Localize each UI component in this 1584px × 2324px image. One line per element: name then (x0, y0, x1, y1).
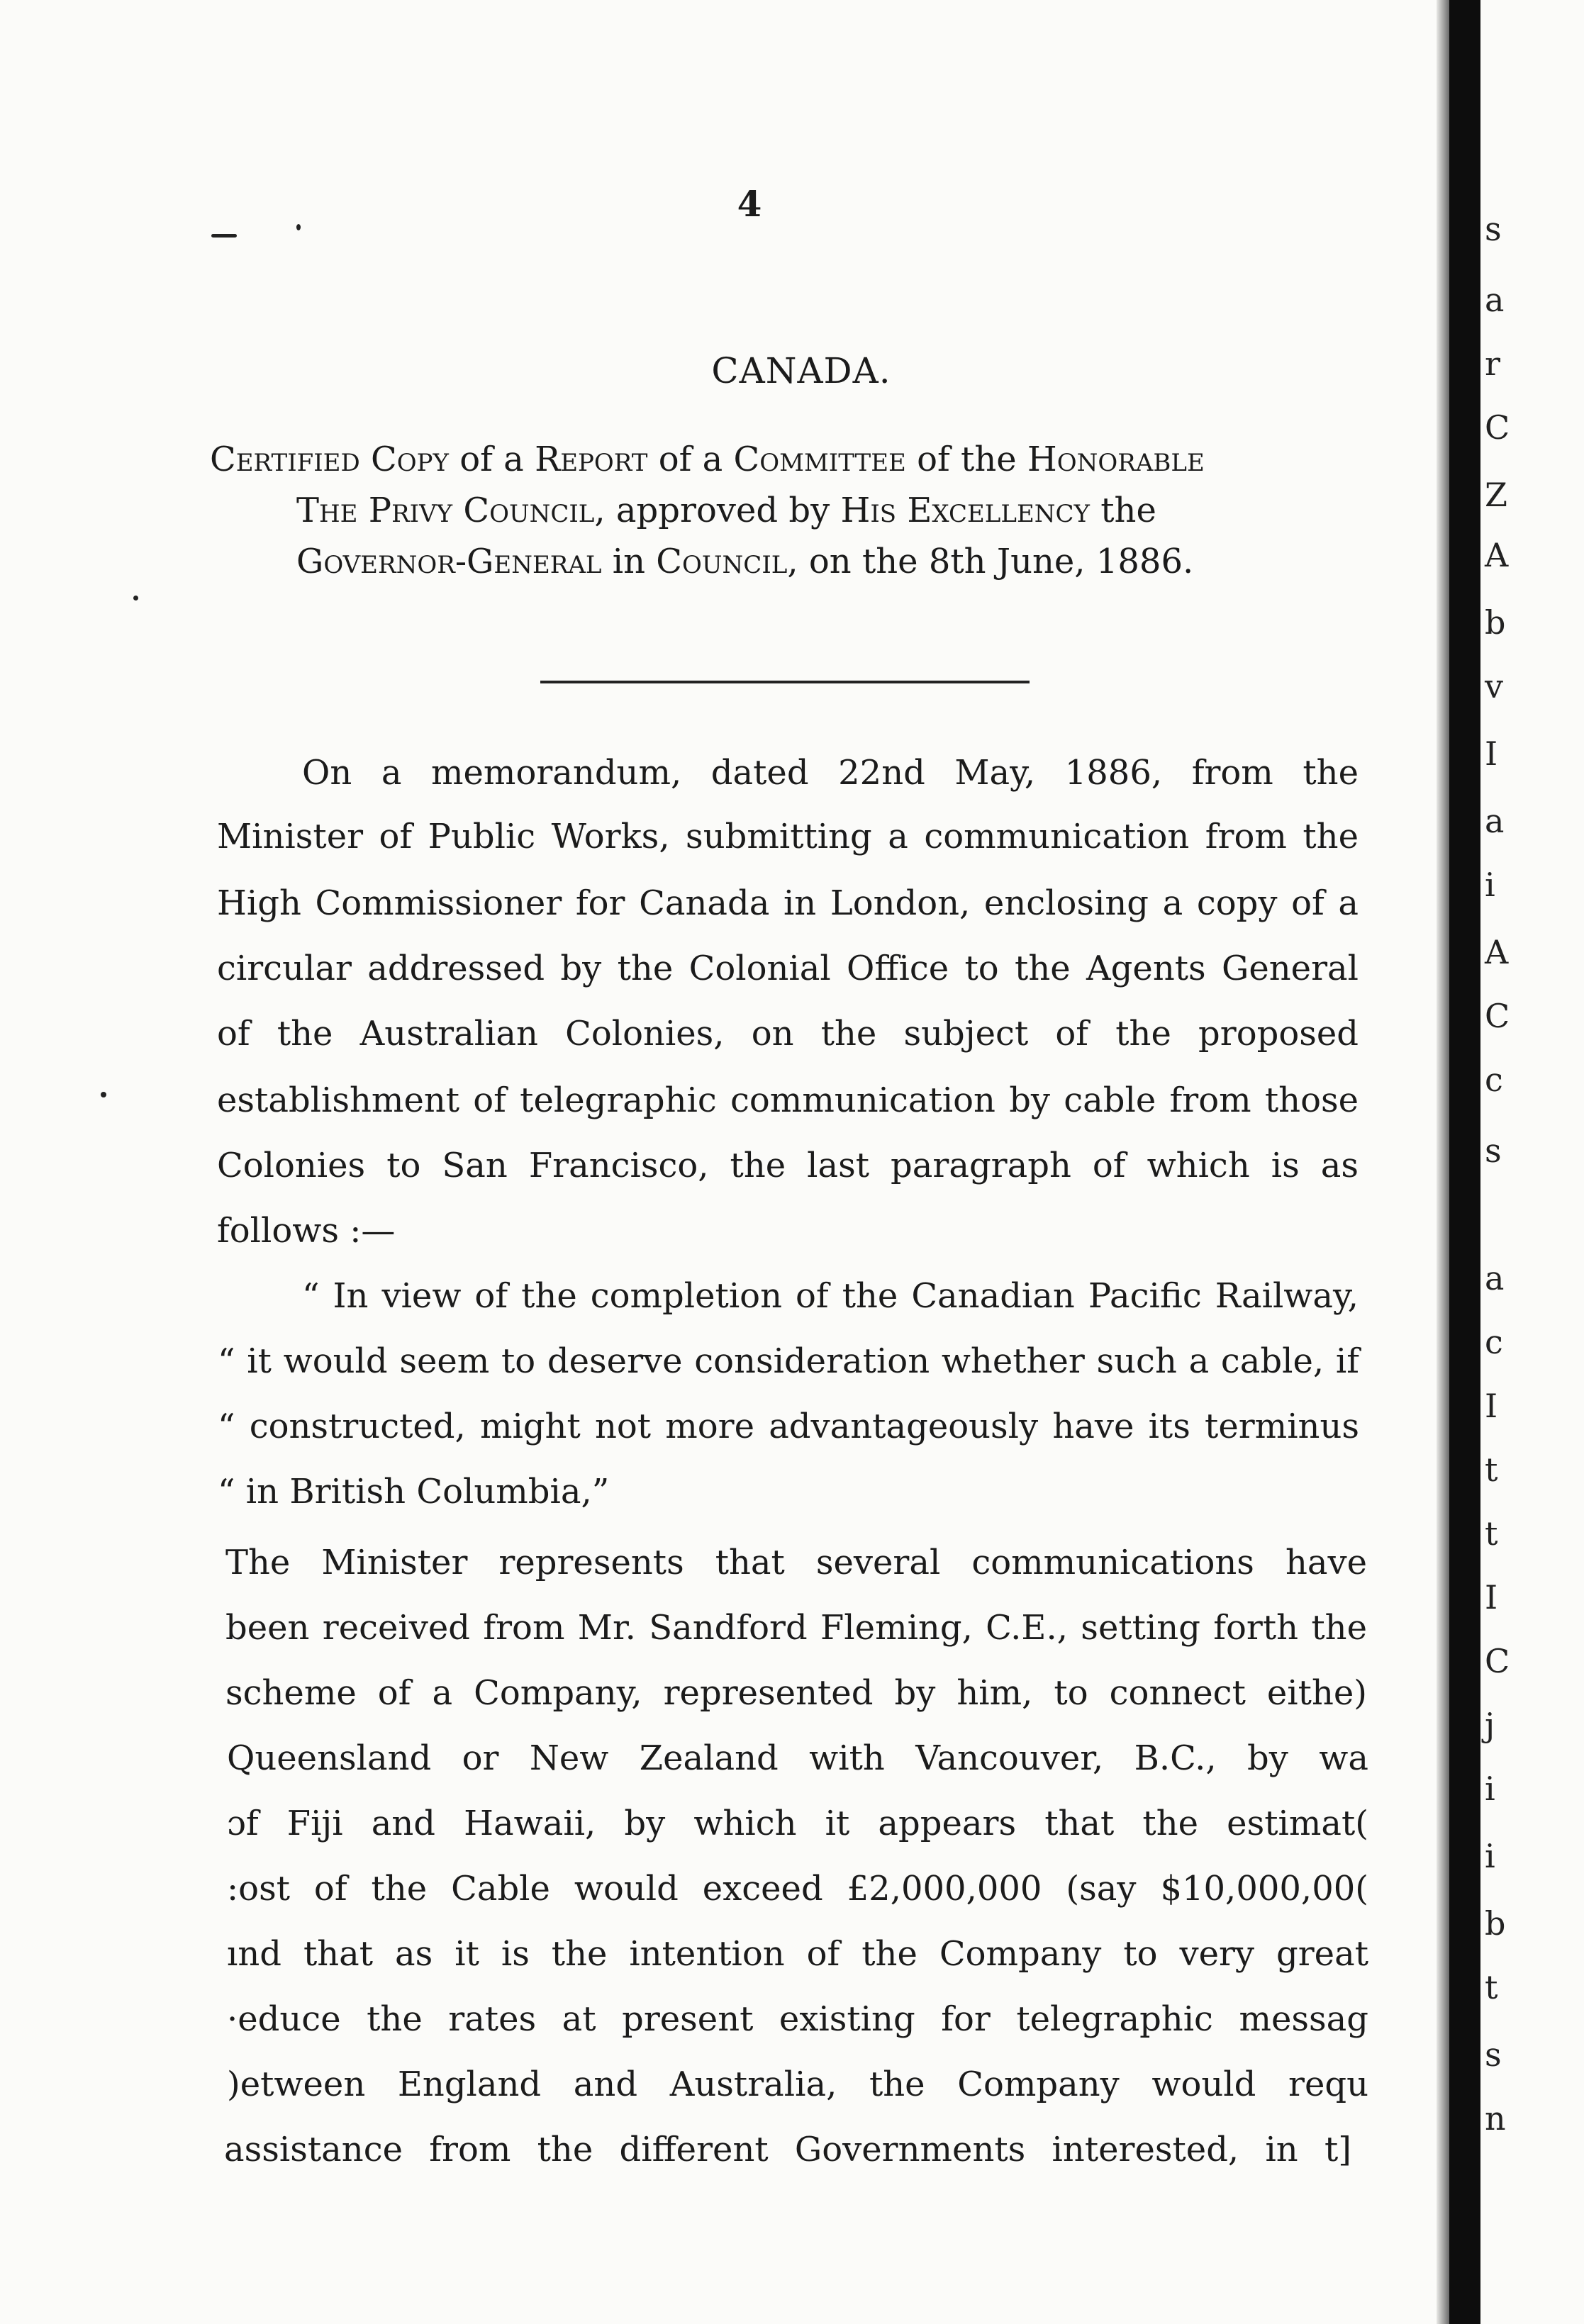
body-line: of the Australian Colonies, on the subject of the proposed (217, 1014, 1359, 1054)
quote-line: “ it would seem to deserve consideration whether such a cable, if (218, 1341, 1359, 1381)
adjacent-page-char: s (1485, 1132, 1502, 1170)
adjacent-page-char: A (1485, 933, 1509, 971)
ink-speck (211, 234, 237, 238)
body-line: assistance from the different Governments interested, in t] (224, 2130, 1351, 2169)
body-line: follows :— (217, 1211, 396, 1251)
document-heading: CANADA. (711, 350, 891, 391)
adjacent-page-char: c (1485, 1061, 1503, 1099)
body-line: ınd that as it is the intention of the Company to very great (227, 1934, 1368, 1974)
adjacent-page-char: i (1485, 1837, 1495, 1875)
adjacent-page-char: A (1485, 536, 1509, 574)
body-line: establishment of telegraphic communication by cable from those (217, 1080, 1359, 1120)
adjacent-page-edge (1480, 0, 1584, 2324)
body-line: High Commissioner for Canada in London, enclosing a copy of a (217, 883, 1359, 923)
adjacent-page-char: C (1485, 997, 1510, 1035)
adjacent-page-char: a (1485, 802, 1505, 840)
page-fold-shadow (1437, 0, 1449, 2324)
body-line: :ost of the Cable would exceed £2,000,000 (say $10,000,00( (227, 1869, 1368, 1909)
adjacent-page-char: t (1485, 1451, 1498, 1489)
body-line: ɔf Fiji and Hawaii, by which it appears that the estimat( (227, 1804, 1368, 1843)
adjacent-page-char: v (1485, 667, 1503, 705)
adjacent-page-char: I (1485, 734, 1498, 773)
body-line: Colonies to San Francisco, the last paragraph of which is as (217, 1146, 1359, 1185)
quote-line: “ in British Columbia,” (218, 1472, 610, 1512)
adjacent-page-char: n (1485, 2099, 1506, 2138)
body-line: been received from Mr. Sandford Fleming, C.E., setting forth the (225, 1608, 1367, 1648)
report-caption (210, 434, 1359, 587)
adjacent-page-char: a (1485, 281, 1505, 319)
adjacent-page-char: I (1485, 1387, 1498, 1425)
adjacent-page-char: t (1485, 1514, 1498, 1553)
caption-line: The Privy Council, approved by His Excellency the (296, 491, 1156, 530)
adjacent-page-char: c (1485, 1323, 1503, 1361)
body-line: The Minister represents that several communications have (225, 1543, 1367, 1582)
caption-line: Governor-General in Council, on the 8th June, 1886. (296, 542, 1194, 581)
ink-speck (296, 224, 301, 230)
ink-speck (133, 596, 138, 600)
adjacent-page-char: I (1485, 1578, 1498, 1616)
book-gutter (1449, 0, 1480, 2324)
quote-line: “ constructed, might not more advantageously have its terminus (218, 1407, 1359, 1446)
adjacent-page-char: i (1485, 866, 1495, 904)
section-divider (540, 681, 1030, 683)
adjacent-page-char: j (1485, 1706, 1495, 1744)
adjacent-page-char: C (1485, 1642, 1510, 1680)
quote-line: “ In view of the completion of the Canadian Pacific Railway, (302, 1276, 1359, 1316)
adjacent-page-char: C (1485, 408, 1510, 447)
body-line: Queensland or New Zealand with Vancouver, B.C., by wa (227, 1738, 1368, 1778)
adjacent-page-char: t (1485, 1968, 1498, 2006)
adjacent-page-char: s (1485, 2035, 1502, 2074)
adjacent-page-char: b (1485, 1904, 1506, 1943)
ink-speck (101, 1092, 106, 1097)
body-line: ·educe the rates at present existing for telegraphic messag (227, 1999, 1368, 2039)
page-number: 4 (737, 183, 762, 225)
adjacent-page-char: b (1485, 603, 1506, 642)
body-line: circular addressed by the Colonial Office to the Agents General (217, 949, 1359, 988)
body-line: Minister of Public Works, submitting a communication from the (217, 817, 1359, 856)
adjacent-page-char: s (1485, 210, 1502, 248)
body-line: scheme of a Company, represented by him, to connect eithe) (225, 1673, 1367, 1713)
adjacent-page-char: Z (1485, 476, 1507, 514)
adjacent-page-char: a (1485, 1259, 1505, 1297)
caption-line: Certified Copy of a Report of a Committee of the Honorable (210, 440, 1205, 479)
body-line: On a memorandum, dated 22nd May, 1886, from the (302, 753, 1359, 793)
adjacent-page-char: i (1485, 1770, 1495, 1808)
adjacent-page-char: r (1485, 345, 1500, 383)
body-line: )etween England and Australia, the Company would requ (227, 2065, 1368, 2104)
